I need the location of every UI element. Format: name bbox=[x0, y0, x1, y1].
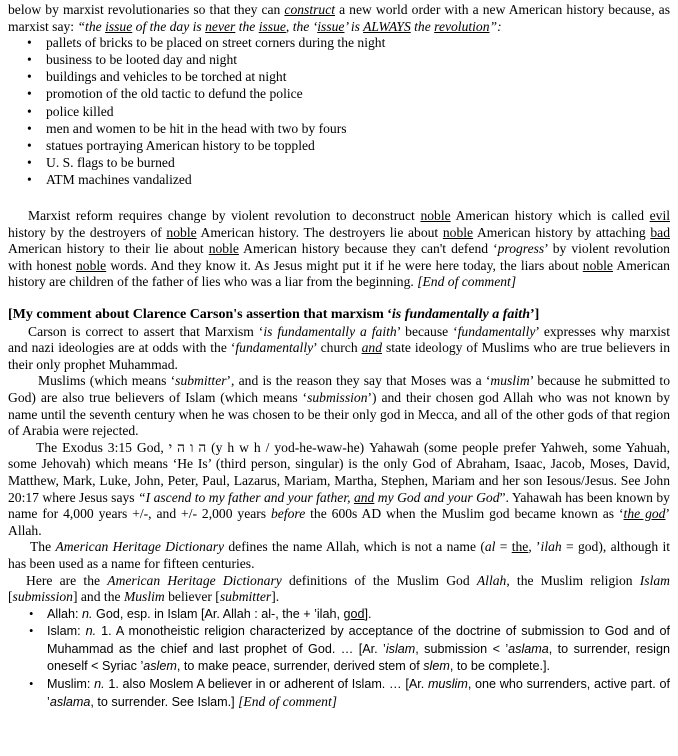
definitions-list bbox=[29, 606, 670, 712]
end-of-comment: [End of comment] bbox=[238, 694, 338, 710]
document-page bbox=[8, 2, 670, 712]
list-item: • pallets of bricks to be placed on street corners during the night bbox=[8, 35, 670, 52]
end-of-comment: [End of comment] bbox=[417, 274, 517, 290]
carson-paragraph: Carson is correct to assert that Marxism ‘is fundamentally a faith’ because ‘fundamentally’ expresses why marxist and nazi ideologies are at odds with the ‘fundamentally’ church and state ideology of Muslims who are true believers in their only prophet Muhammad. bbox=[8, 323, 671, 372]
intro-paragraph bbox=[8, 2, 670, 35]
definitions-intro-paragraph: Here are the American Heritage Dictionary definitions of the Muslim God Allah, the Muslim religion Islam [submission] and the Muslim believer [submitter]. bbox=[8, 572, 670, 605]
list-item: • police killed bbox=[8, 104, 670, 121]
definition-muslim: • Muslim: n. 1. also Moslem A believer in or adherent of Islam. … [Ar. muslim, one who surrenders, active part. of ’aslama, to surrender. See Islam.] [End of comment] bbox=[29, 676, 670, 712]
comment-heading: [My comment about Clarence Carson's assertion that marxism ‘is fundamentally a faith’] bbox=[8, 307, 540, 322]
list-item: • ATM machines vandalized bbox=[8, 172, 670, 189]
marxist-reform-paragraph: Marxist reform requires change by violent revolution to deconstruct noble American history which is called evil history by the destroyers of noble American history. The destroyers lie about noble American history by attaching bad American history to their lie about noble American history because they can't defend ‘progress’ by violent revolution with honest noble words. And they know it. As Jesus might put it if he were here today, the liars about noble American history are children of the father of lies who was a liar from the beginning. [End of comment] bbox=[8, 208, 670, 290]
intro-text: a new world order with a new American history because, as marxist say: bbox=[8, 2, 670, 34]
exodus-paragraph: The Exodus 3:15 God, ה ו ה י (y h w h / yod-he-waw-he) Yahawah (some people prefer Yahweh, some Yahuah, some Jehovah) which means ‘He Is’ (third person, singular) is the only God of Abraham, Isaac, Jacob, Moses, David, Matthew, Mark, Luke, John, Peter, Paul, Lazarus, Mariam, Martha, Stephen, Mariam and her son Iesous/Jesus. See John 20:17 where Jesus says “I ascend to my father and your father, and my God and your God”. Yahawah has been known by name for 4,000 years +/-, and +/- 2,000 years before the 600s AD when the Muslim god became known as ‘the god’ Allah. bbox=[8, 439, 670, 538]
list-item: • U. S. flags to be burned bbox=[8, 155, 670, 172]
definition-islam: • Islam: n. 1. A monotheistic religion characterized by acceptance of the doctrine of submission to God and of Muhammad as the chief and last prophet of God. … [Ar. ’islam, submission < ’aslama, to surrender, resign oneself < Syriac ’aslem, to make peace, surrender, derived stem of slem, to be complete.]. bbox=[29, 623, 670, 676]
revolution-tactics-list bbox=[8, 35, 670, 189]
hebrew-name: ה ו ה י bbox=[168, 439, 207, 455]
list-item: • men and women to be hit in the head with two by fours bbox=[8, 121, 670, 138]
list-item: • business to be looted day and night bbox=[8, 52, 670, 69]
construct-word: construct bbox=[284, 2, 335, 17]
list-item: • statues portraying American history to be toppled bbox=[8, 138, 670, 155]
dictionary-paragraph: The American Heritage Dictionary defines the name Allah, which is not a name (al = the, ’ilah = god), although it has been used as a name for fifteen centuries. bbox=[8, 539, 670, 571]
muslims-paragraph: Muslims (which means ‘submitter’, and is the reason they say that Moses was a ‘muslim’ because he submitted to God) are also true believers of Islam (which means ‘submission’) and their chosen god Allah who was not known by name until the seventh century when he was chosen to be their only god in Mecca, and all of the other gods of that region of Arabia were rejected. bbox=[8, 373, 671, 439]
definition-allah: • Allah: n. God, esp. in Islam [Ar. Allah : al-, the + ’ilah, god]. bbox=[29, 606, 670, 624]
list-item: • promotion of the old tactic to defund the police bbox=[8, 86, 670, 103]
intro-text: below by marxist revolutionaries so that they can bbox=[8, 2, 285, 17]
marxist-quote: “the issue of the day is never the issue, the ‘issue’ is ALWAYS the revolution”: bbox=[77, 18, 502, 34]
list-item: • buildings and vehicles to be torched at night bbox=[8, 69, 670, 86]
